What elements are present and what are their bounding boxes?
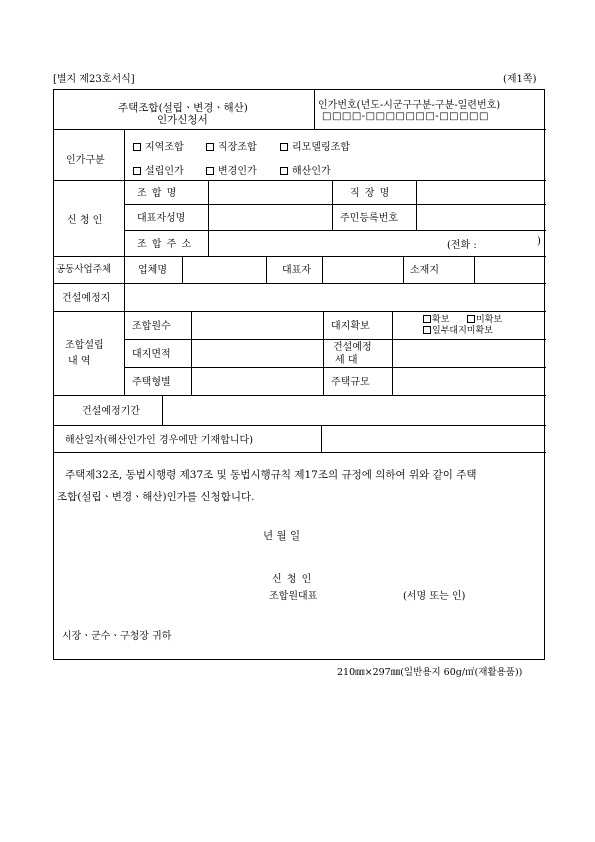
form-subtitle: 인가신청서 xyxy=(157,114,208,126)
union-details-label-2: 내 역 xyxy=(68,356,91,367)
planned-period-label: 건설예정기간 xyxy=(82,406,140,417)
checkbox-unsecured[interactable]: 미확보 xyxy=(467,312,502,325)
declaration-line-2: 조합(설립ㆍ변경ㆍ해산)인가를 신청합니다. xyxy=(57,491,255,503)
planned-site-label: 건설예정지 xyxy=(62,293,111,304)
planned-units-label-2: 세 대 xyxy=(335,355,358,366)
date-line: 년 월 일 xyxy=(263,530,301,542)
permit-number-label: 인가번호(년도-시군구구분-구분-일련번호) xyxy=(318,100,501,111)
declaration-line-1: 주택제32조, 동법시행령 제37조 및 동법시행규칙 제17조의 규정에 의하여 위와 같이 주택 xyxy=(65,469,477,481)
checkbox-dissolution[interactable]: 해산인가 xyxy=(280,162,331,177)
addressee: 시장ㆍ군수ㆍ구청장 귀하 xyxy=(62,631,172,642)
joint-business-label: 공동사업주체 xyxy=(56,264,112,275)
checkbox-icon[interactable] xyxy=(423,326,431,334)
company-name-label: 업체명 xyxy=(138,265,167,276)
resident-number-label: 주민등록번호 xyxy=(340,213,398,224)
checkbox-icon[interactable] xyxy=(206,143,214,151)
checkbox-icon[interactable] xyxy=(133,143,141,151)
checkbox-icon[interactable] xyxy=(280,167,288,175)
union-representative-label: 조합원대표 xyxy=(269,591,318,602)
housing-scale-label: 주택규모 xyxy=(331,377,370,388)
checkbox-icon[interactable] xyxy=(206,167,214,175)
planned-units-label: 건설예정 xyxy=(333,342,372,353)
checkbox-establishment[interactable]: 설립인가 xyxy=(133,162,184,177)
phone-close: ) xyxy=(537,236,541,247)
approval-type-label: 인가구분 xyxy=(66,155,105,166)
representative-name-label: 대표자성명 xyxy=(137,213,186,224)
member-count-label: 조합원수 xyxy=(132,321,171,332)
checkbox-secured[interactable]: 확보 xyxy=(423,312,449,325)
checkbox-change[interactable]: 변경인가 xyxy=(206,162,257,177)
signature-or-seal-label: (서명 또는 인) xyxy=(403,591,466,602)
union-details-label: 조합설립 xyxy=(65,340,104,351)
land-secured-label: 대지확보 xyxy=(331,321,370,332)
applicant-label: 신 청 인 xyxy=(67,215,103,226)
phone-label: (전화 : xyxy=(447,240,477,251)
business-rep-label: 대표자 xyxy=(282,265,311,276)
checkbox-regional-union[interactable]: 지역조합 xyxy=(133,138,184,153)
page-number-label: (제1쪽) xyxy=(503,74,537,85)
checkbox-icon[interactable] xyxy=(133,167,141,175)
form-title: 주택조합(설립ㆍ변경ㆍ해산) xyxy=(118,102,248,114)
housing-type-label: 주택형별 xyxy=(132,377,171,388)
checkbox-workplace-union[interactable]: 직장조합 xyxy=(206,138,257,153)
form-number-label: [별지 제23호서식] xyxy=(53,74,135,85)
workplace-name-label: 직 장 명 xyxy=(350,188,391,199)
business-location-label: 소재지 xyxy=(410,265,439,276)
checkbox-icon[interactable] xyxy=(467,315,475,323)
permit-number-boxes[interactable]: □□□□-□□□□□□□-□□□□□ xyxy=(322,111,489,122)
checkbox-icon[interactable] xyxy=(423,315,431,323)
land-area-label: 대지면적 xyxy=(132,349,171,360)
applicant-signature-label: 신 청 인 xyxy=(272,574,313,585)
dissolution-date-label: 해산일자(해산인가인 경우에만 기재합니다) xyxy=(65,435,254,446)
checkbox-icon[interactable] xyxy=(280,143,288,151)
union-address-label: 조 합 주 소 xyxy=(137,239,193,250)
checkbox-remodeling-union[interactable]: 리모델링조합 xyxy=(280,138,350,153)
paper-size-footer: 210㎜×297㎜(일반용지 60g/㎡(재활용품)) xyxy=(337,667,523,678)
checkbox-partially-unsecured[interactable]: 일부대지미확보 xyxy=(423,323,493,336)
union-name-label: 조 합 명 xyxy=(137,188,178,199)
